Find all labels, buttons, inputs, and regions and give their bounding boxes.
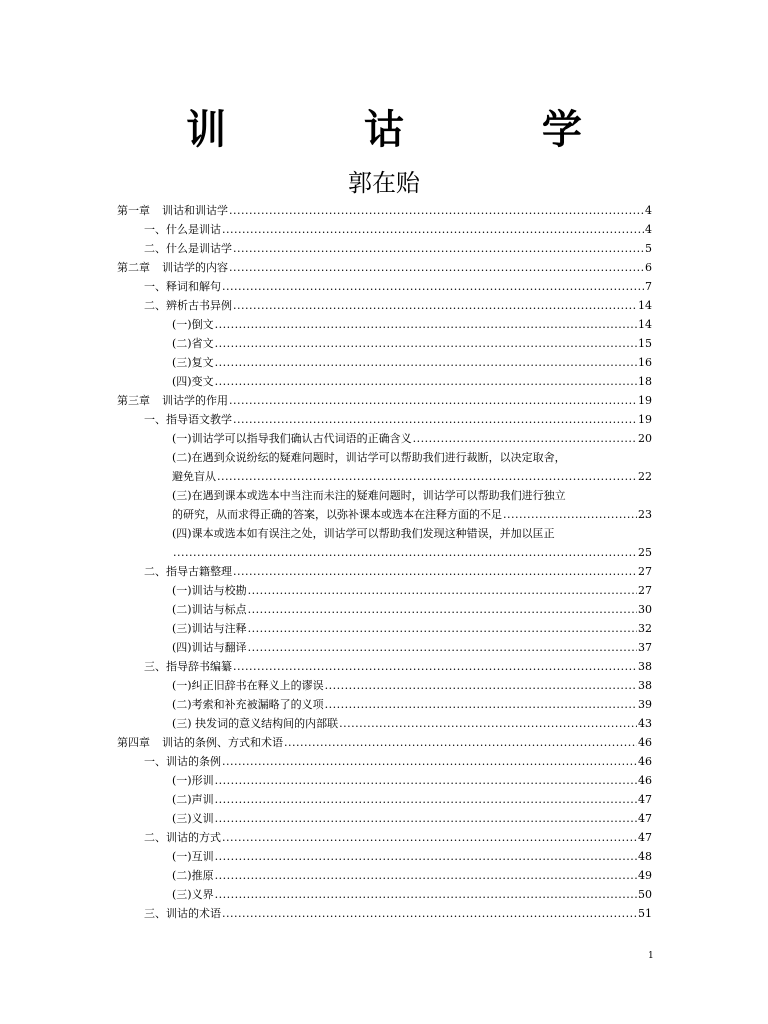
toc-entry-text: 避免盲从	[172, 470, 216, 483]
toc-entry[interactable]	[117, 771, 652, 790]
toc-page-number: 6	[645, 261, 652, 274]
toc-chapter-entry[interactable]	[117, 258, 652, 277]
toc-page-number: 51	[638, 907, 652, 920]
toc-entry-text: (一)互训	[172, 850, 214, 863]
toc-leader-dots	[229, 391, 637, 410]
toc-leader-dots	[233, 562, 637, 581]
toc-entry[interactable]	[117, 600, 652, 619]
toc-entry[interactable]	[117, 334, 652, 353]
toc-leader-dots	[217, 467, 637, 486]
toc-page-number: 39	[638, 698, 652, 711]
table-of-contents	[117, 201, 652, 923]
toc-leader-dots	[413, 429, 637, 448]
toc-entry-text: 一、训诂的条例	[144, 755, 221, 768]
toc-leader-dots	[233, 657, 637, 676]
toc-leader-dots	[284, 733, 637, 752]
toc-leader-dots	[222, 904, 637, 923]
toc-page-number: 46	[638, 755, 652, 768]
toc-entry-text: 训诂学的内容	[162, 261, 228, 274]
toc-leader-dots	[248, 600, 637, 619]
toc-entry-text: 一、指导语文教学	[144, 413, 232, 426]
toc-leader-dots	[215, 315, 637, 334]
toc-page-number: 4	[645, 223, 652, 236]
toc-entry[interactable]	[117, 619, 652, 638]
toc-entry-text: (二)声训	[172, 793, 214, 806]
toc-leader-dots	[229, 201, 644, 220]
toc-leader-dots	[233, 296, 637, 315]
toc-leader-dots	[222, 752, 637, 771]
toc-page-number: 47	[638, 831, 652, 844]
toc-entry[interactable]	[117, 277, 652, 296]
toc-chapter-label: 第四章	[117, 736, 150, 749]
toc-entry-text: (一)倒文	[172, 318, 214, 331]
toc-leader-dots	[215, 790, 637, 809]
toc-entry-text: (三)训诂与注释	[172, 622, 247, 635]
toc-leader-dots	[215, 809, 637, 828]
toc-leader-dots	[215, 334, 637, 353]
toc-entry-text: (二)省文	[172, 337, 214, 350]
toc-leader-dots	[222, 277, 644, 296]
toc-entry[interactable]	[117, 676, 652, 695]
toc-entry[interactable]	[117, 657, 652, 676]
document-title: 训 诂 学	[186, 107, 644, 153]
page-number: 1	[648, 951, 654, 961]
toc-entry-text: (二)考索和补充被漏略了的义项	[172, 698, 324, 711]
toc-page-number: 14	[638, 299, 652, 312]
toc-entry[interactable]	[117, 410, 652, 429]
toc-entry-text: 二、训诂的方式	[144, 831, 221, 844]
toc-entry[interactable]	[117, 695, 652, 714]
toc-entry[interactable]	[117, 866, 652, 885]
toc-entry[interactable]	[117, 486, 652, 524]
toc-leader-dots	[229, 258, 644, 277]
toc-page-number: 43	[638, 717, 652, 730]
toc-entry-text: (二)推原	[172, 869, 214, 882]
toc-leader-dots	[222, 828, 637, 847]
toc-entry[interactable]	[117, 562, 652, 581]
toc-entry-text: (一)纠正旧辞书在释义上的谬误	[172, 679, 324, 692]
toc-leader-dots	[503, 505, 637, 524]
toc-leader-dots	[233, 239, 644, 258]
toc-entry-text: 训诂的条例、方式和术语	[162, 736, 283, 749]
toc-entry-text: (一)训诂学可以指导我们确认古代词语的正确含义	[172, 432, 412, 445]
toc-page-number: 46	[638, 774, 652, 787]
toc-leader-dots	[215, 866, 637, 885]
toc-page-number: 30	[638, 603, 652, 616]
toc-entry-text: (四)变文	[172, 375, 214, 388]
toc-page-number: 50	[638, 888, 652, 901]
toc-entry[interactable]	[117, 885, 652, 904]
toc-entry-text: (四)课本或选本如有误注之处，训诂学可以帮助我们发现这种错误，并加以匡正	[172, 527, 555, 540]
toc-page-number: 5	[645, 242, 652, 255]
toc-entry-text: (一)训诂与校勘	[172, 584, 247, 597]
toc-page-number: 16	[638, 356, 652, 369]
toc-page-number: 32	[638, 622, 652, 635]
toc-entry[interactable]	[117, 220, 652, 239]
toc-entry-text: (三) 抉发词的意义结构间的内部联	[172, 717, 339, 730]
toc-entry[interactable]	[117, 790, 652, 809]
toc-entry[interactable]	[117, 372, 652, 391]
toc-leader-dots	[233, 410, 637, 429]
toc-entry-text: 训诂和训诂学	[162, 204, 228, 217]
toc-chapter-entry[interactable]	[117, 391, 652, 410]
toc-entry-text: (二)在遇到众说纷纭的疑难问题时，训诂学可以帮助我们进行裁断，以决定取舍，	[172, 451, 566, 464]
toc-page-number: 49	[638, 869, 652, 882]
toc-page-number: 48	[638, 850, 652, 863]
toc-entry-text: (三)复文	[172, 356, 214, 369]
toc-leader-dots	[173, 543, 637, 562]
toc-leader-dots	[339, 714, 637, 733]
toc-leader-dots	[215, 771, 637, 790]
toc-leader-dots	[325, 676, 637, 695]
toc-entry-text: (三)义训	[172, 812, 214, 825]
toc-entry-text: 二、指导古籍整理	[144, 565, 232, 578]
toc-leader-dots	[215, 372, 637, 391]
toc-page-number: 46	[638, 736, 652, 749]
toc-entry[interactable]	[117, 353, 652, 372]
toc-page-number: 7	[645, 280, 652, 293]
toc-chapter-entry[interactable]	[117, 201, 652, 220]
toc-entry[interactable]	[117, 581, 652, 600]
toc-entry[interactable]	[117, 429, 652, 448]
toc-page-number: 38	[638, 679, 652, 692]
toc-page-number: 20	[638, 432, 652, 445]
toc-page-number: 14	[638, 318, 652, 331]
toc-page-number: 15	[638, 337, 652, 350]
toc-entry-text: (三)在遇到课本或选本中当注而未注的疑难问题时，训诂学可以帮助我们进行独立	[172, 489, 566, 502]
document-author: 郭在贻	[348, 169, 420, 197]
toc-entry[interactable]	[117, 296, 652, 315]
toc-entry-text: 的研究，从而求得正确的答案，以弥补课本或选本在注释方面的不足	[172, 508, 502, 521]
toc-page-number: 4	[645, 204, 652, 217]
toc-entry[interactable]	[117, 239, 652, 258]
toc-entry-text: (三)义界	[172, 888, 214, 901]
toc-page-number: 38	[638, 660, 652, 673]
toc-entry[interactable]	[117, 448, 652, 486]
toc-entry-text: (四)训诂与翻译	[172, 641, 247, 654]
toc-leader-dots	[325, 695, 637, 714]
toc-entry[interactable]	[117, 904, 652, 923]
toc-entry[interactable]	[117, 828, 652, 847]
toc-entry[interactable]	[117, 524, 652, 562]
toc-leader-dots	[215, 847, 637, 866]
toc-entry-text: 一、释词和解句	[144, 280, 221, 293]
toc-entry[interactable]	[117, 847, 652, 866]
toc-entry-text: (二)训诂与标点	[172, 603, 247, 616]
toc-leader-dots	[248, 638, 637, 657]
toc-entry-text: 二、什么是训诂学	[144, 242, 232, 255]
toc-entry-text: 一、什么是训诂	[144, 223, 221, 236]
toc-leader-dots	[215, 353, 637, 372]
toc-page-number: 22	[638, 470, 652, 483]
toc-page-number: 19	[638, 394, 652, 407]
toc-page-number: 19	[638, 413, 652, 426]
toc-entry[interactable]	[117, 315, 652, 334]
toc-chapter-entry[interactable]	[117, 733, 652, 752]
toc-page-number: 27	[638, 584, 652, 597]
toc-leader-dots	[248, 581, 637, 600]
toc-page-number: 25	[638, 546, 652, 559]
toc-page-number: 37	[638, 641, 652, 654]
toc-page-number: 47	[638, 812, 652, 825]
toc-leader-dots	[215, 885, 637, 904]
toc-entry[interactable]	[117, 638, 652, 657]
toc-entry-text: 训诂学的作用	[162, 394, 228, 407]
toc-entry-text: 三、指导辞书编纂	[144, 660, 232, 673]
toc-page-number: 23	[638, 508, 652, 521]
toc-page-number: 18	[638, 375, 652, 388]
toc-entry[interactable]	[117, 714, 652, 733]
toc-chapter-label: 第三章	[117, 394, 150, 407]
toc-entry-text: (一)形训	[172, 774, 214, 787]
toc-entry[interactable]	[117, 809, 652, 828]
toc-entry-text: 三、训诂的术语	[144, 907, 221, 920]
toc-leader-dots	[248, 619, 637, 638]
toc-page-number: 27	[638, 565, 652, 578]
toc-chapter-label: 第二章	[117, 261, 150, 274]
toc-entry-text: 二、辨析古书异例	[144, 299, 232, 312]
toc-entry[interactable]	[117, 752, 652, 771]
toc-page-number: 47	[638, 793, 652, 806]
toc-chapter-label: 第一章	[117, 204, 150, 217]
toc-leader-dots	[222, 220, 644, 239]
